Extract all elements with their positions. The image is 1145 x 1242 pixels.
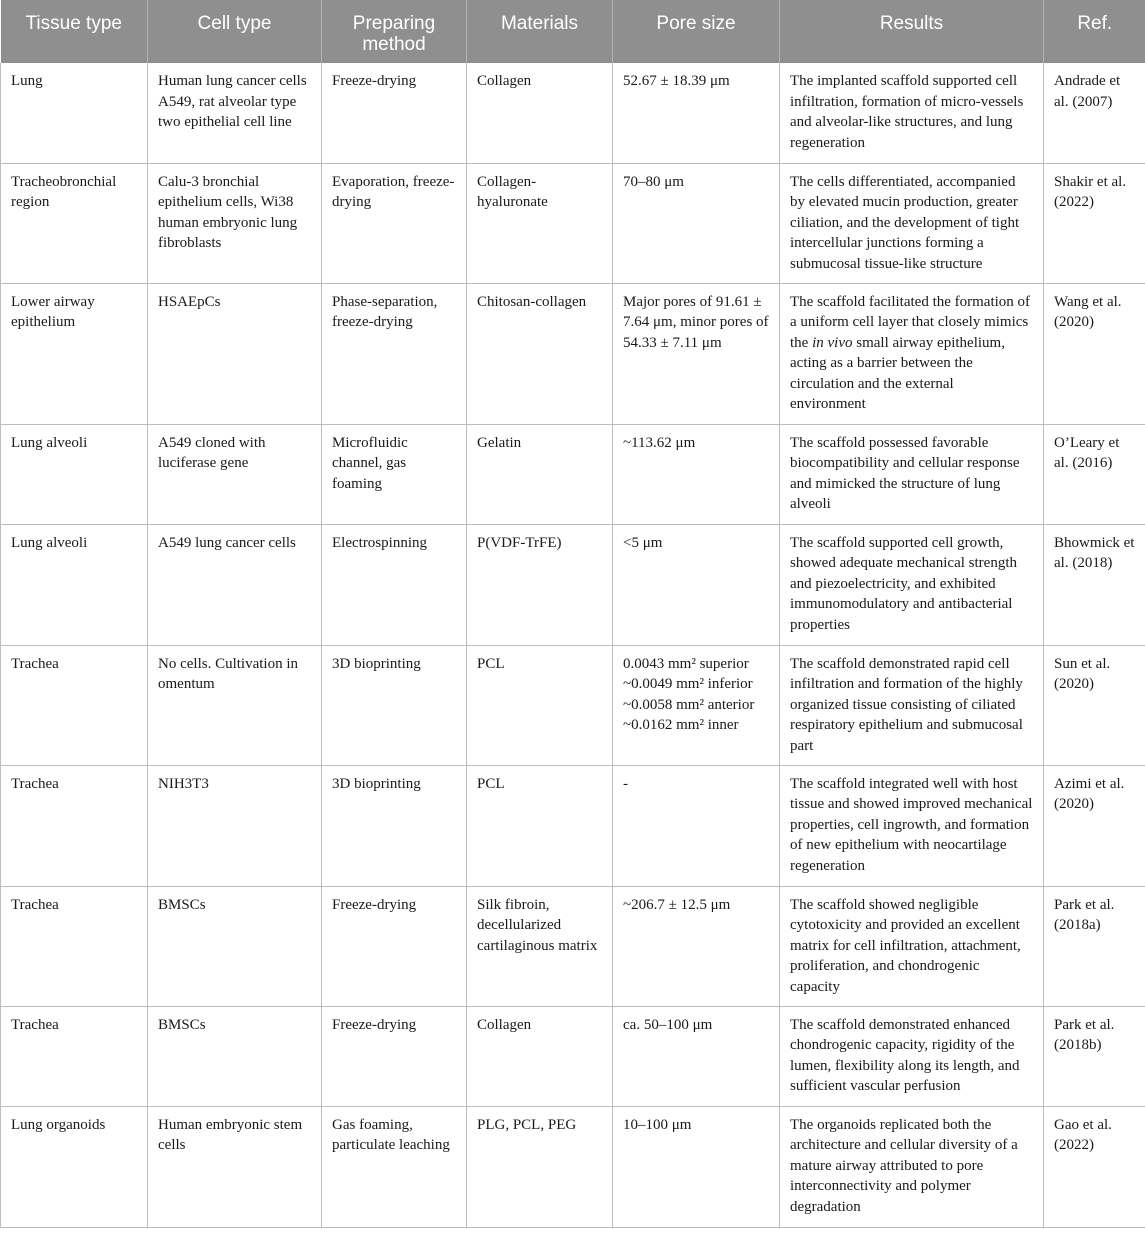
header-cell-type: Cell type — [148, 0, 322, 63]
cell-ref: Park et al. (2018a) — [1044, 886, 1145, 1006]
table-row — [1, 283, 1145, 424]
cell-ref: Andrade et al. (2007) — [1044, 63, 1145, 163]
cell-tissue: Trachea — [1, 645, 148, 765]
cell-pore-size: - — [613, 765, 780, 886]
cell-cell-type: Calu-3 bronchial epithelium cells, Wi38 human embryonic lung fibroblasts — [148, 163, 322, 283]
cell-materials: PCL — [467, 765, 613, 886]
cell-results: The cells differentiated, accompanied by elevated mucin production, greater ciliation, and the development of tight intercellular junctions forming a submucosal tissue-like structure — [780, 163, 1044, 283]
cell-materials: Gelatin — [467, 424, 613, 524]
cell-pore-size: 10–100 μm — [613, 1106, 780, 1227]
cell-method: Freeze-drying — [322, 63, 467, 163]
cell-materials: PLG, PCL, PEG — [467, 1106, 613, 1227]
cell-tissue: Tracheobronchial region — [1, 163, 148, 283]
results-italic-text: in vivo — [812, 334, 853, 351]
cell-ref: Shakir et al. (2022) — [1044, 163, 1145, 283]
table-row — [1, 524, 1145, 645]
results-text: The scaffold facilitated the formation of a uniform cell layer that closely mimics the — [790, 293, 1031, 351]
pore-size-line: ~0.0162 mm² inner — [623, 717, 739, 733]
cell-results: The scaffold supported cell growth, showed adequate mechanical strength and piezoelectricity, and exhibited immunomodulatory and antibacterial properties — [780, 524, 1044, 645]
cell-pore-size: Major pores of 91.61 ± 7.64 μm, minor pores of 54.33 ± 7.11 μm — [613, 283, 780, 424]
cell-materials: PCL — [467, 645, 613, 765]
cell-tissue: Lower airway epithelium — [1, 283, 148, 424]
cell-cell-type: No cells. Cultivation in omentum — [148, 645, 322, 765]
header-row — [1, 0, 1145, 63]
header-materials: Materials — [467, 0, 613, 63]
cell-ref: Gao et al. (2022) — [1044, 1106, 1145, 1227]
cell-ref: Bhowmick et al. (2018) — [1044, 524, 1145, 645]
table-row — [1, 163, 1145, 283]
cell-results: The scaffold showed negligible cytotoxicity and provided an excellent matrix for cell infiltration, attachment, proliferation, and chondrogenic capacity — [780, 886, 1044, 1006]
cell-tissue: Trachea — [1, 1006, 148, 1106]
cell-method: Freeze-drying — [322, 1006, 467, 1106]
cell-tissue: Lung organoids — [1, 1106, 148, 1227]
pore-size-line: ~0.0058 mm² anterior — [623, 696, 755, 713]
cell-tissue: Trachea — [1, 886, 148, 1006]
cell-pore-size: ca. 50–100 μm — [613, 1006, 780, 1106]
cell-cell-type: Human embryonic stem cells — [148, 1106, 322, 1227]
cell-results: The organoids replicated both the architecture and cellular diversity of a mature airway attributed to pore interconnectivity and polymer degradation — [780, 1106, 1044, 1227]
cell-ref: Sun et al. (2020) — [1044, 645, 1145, 765]
table-row — [1, 765, 1145, 886]
cell-cell-type: HSAEpCs — [148, 283, 322, 424]
table-row — [1, 424, 1145, 524]
cell-method: Evaporation, freeze-drying — [322, 163, 467, 283]
table-row — [1, 1106, 1145, 1227]
header-preparing-method: Preparing method — [322, 0, 467, 63]
header-ref: Ref. — [1044, 0, 1145, 63]
cell-results: The implanted scaffold supported cell infiltration, formation of micro-vessels and alveolar-like structures, and lung regeneration — [780, 63, 1044, 163]
cell-materials: Silk fibroin, decellularized cartilaginous matrix — [467, 886, 613, 1006]
cell-cell-type: BMSCs — [148, 1006, 322, 1106]
cell-tissue: Lung — [1, 63, 148, 163]
cell-materials: Collagen — [467, 1006, 613, 1106]
cell-materials: Chitosan-collagen — [467, 283, 613, 424]
cell-method: Microfluidic channel, gas foaming — [322, 424, 467, 524]
header-results: Results — [780, 0, 1044, 63]
cell-results: The scaffold demonstrated enhanced chondrogenic capacity, rigidity of the lumen, flexibility along its length, and sufficient vascular perfusion — [780, 1006, 1044, 1106]
pore-size-line: 0.0043 mm² superior — [623, 655, 749, 672]
cell-ref: Park et al. (2018b) — [1044, 1006, 1145, 1106]
cell-tissue: Lung alveoli — [1, 424, 148, 524]
cell-tissue: Trachea — [1, 765, 148, 886]
cell-cell-type: BMSCs — [148, 886, 322, 1006]
cell-pore-size: 52.67 ± 18.39 μm — [613, 63, 780, 163]
cell-pore-size: <5 μm — [613, 524, 780, 645]
table-row — [1, 1006, 1145, 1106]
cell-method: Freeze-drying — [322, 886, 467, 1006]
cell-ref: Azimi et al. (2020) — [1044, 765, 1145, 886]
header-pore-size: Pore size — [613, 0, 780, 63]
cell-method: 3D bioprinting — [322, 645, 467, 765]
cell-pore-size: 70–80 μm — [613, 163, 780, 283]
cell-pore-size: ~113.62 μm — [613, 424, 780, 524]
cell-cell-type: Human lung cancer cells A549, rat alveolar type two epithelial cell line — [148, 63, 322, 163]
cell-materials: Collagen-hyaluronate — [467, 163, 613, 283]
cell-pore-size: ~206.7 ± 12.5 μm — [613, 886, 780, 1006]
results-text: small airway epithelium, acting as a barrier between the circulation and the external environment — [790, 334, 1005, 412]
cell-cell-type: A549 cloned with luciferase gene — [148, 424, 322, 524]
cell-method: Phase-separation, freeze-drying — [322, 283, 467, 424]
table-row — [1, 886, 1145, 1006]
cell-ref: Wang et al. (2020) — [1044, 283, 1145, 424]
table-row — [1, 63, 1145, 163]
cell-results: The scaffold possessed favorable biocompatibility and cellular response and mimicked the structure of lung alveoli — [780, 424, 1044, 524]
cell-ref: O’Leary et al. (2016) — [1044, 424, 1145, 524]
cell-cell-type: NIH3T3 — [148, 765, 322, 886]
header-tissue-type: Tissue type — [1, 0, 148, 63]
cell-method: Gas foaming, particulate leaching — [322, 1106, 467, 1227]
cell-method: Electrospinning — [322, 524, 467, 645]
cell-results: The scaffold demonstrated rapid cell infiltration and formation of the highly organized tissue consisting of ciliated respiratory epithelium and submucosal part — [780, 645, 1044, 765]
cell-method: 3D bioprinting — [322, 765, 467, 886]
cell-materials: P(VDF-TrFE) — [467, 524, 613, 645]
cell-materials: Collagen — [467, 63, 613, 163]
table-row — [1, 645, 1145, 765]
cell-results: The scaffold integrated well with host tissue and showed improved mechanical properties, cell ingrowth, and formation of new epithelium with neocartilage regeneration — [780, 765, 1044, 886]
cell-cell-type: A549 lung cancer cells — [148, 524, 322, 645]
cell-results — [780, 283, 1044, 424]
cell-tissue: Lung alveoli — [1, 524, 148, 645]
cell-pore-size — [613, 645, 780, 765]
pore-size-line: ~0.0049 mm² inferior — [623, 676, 753, 692]
